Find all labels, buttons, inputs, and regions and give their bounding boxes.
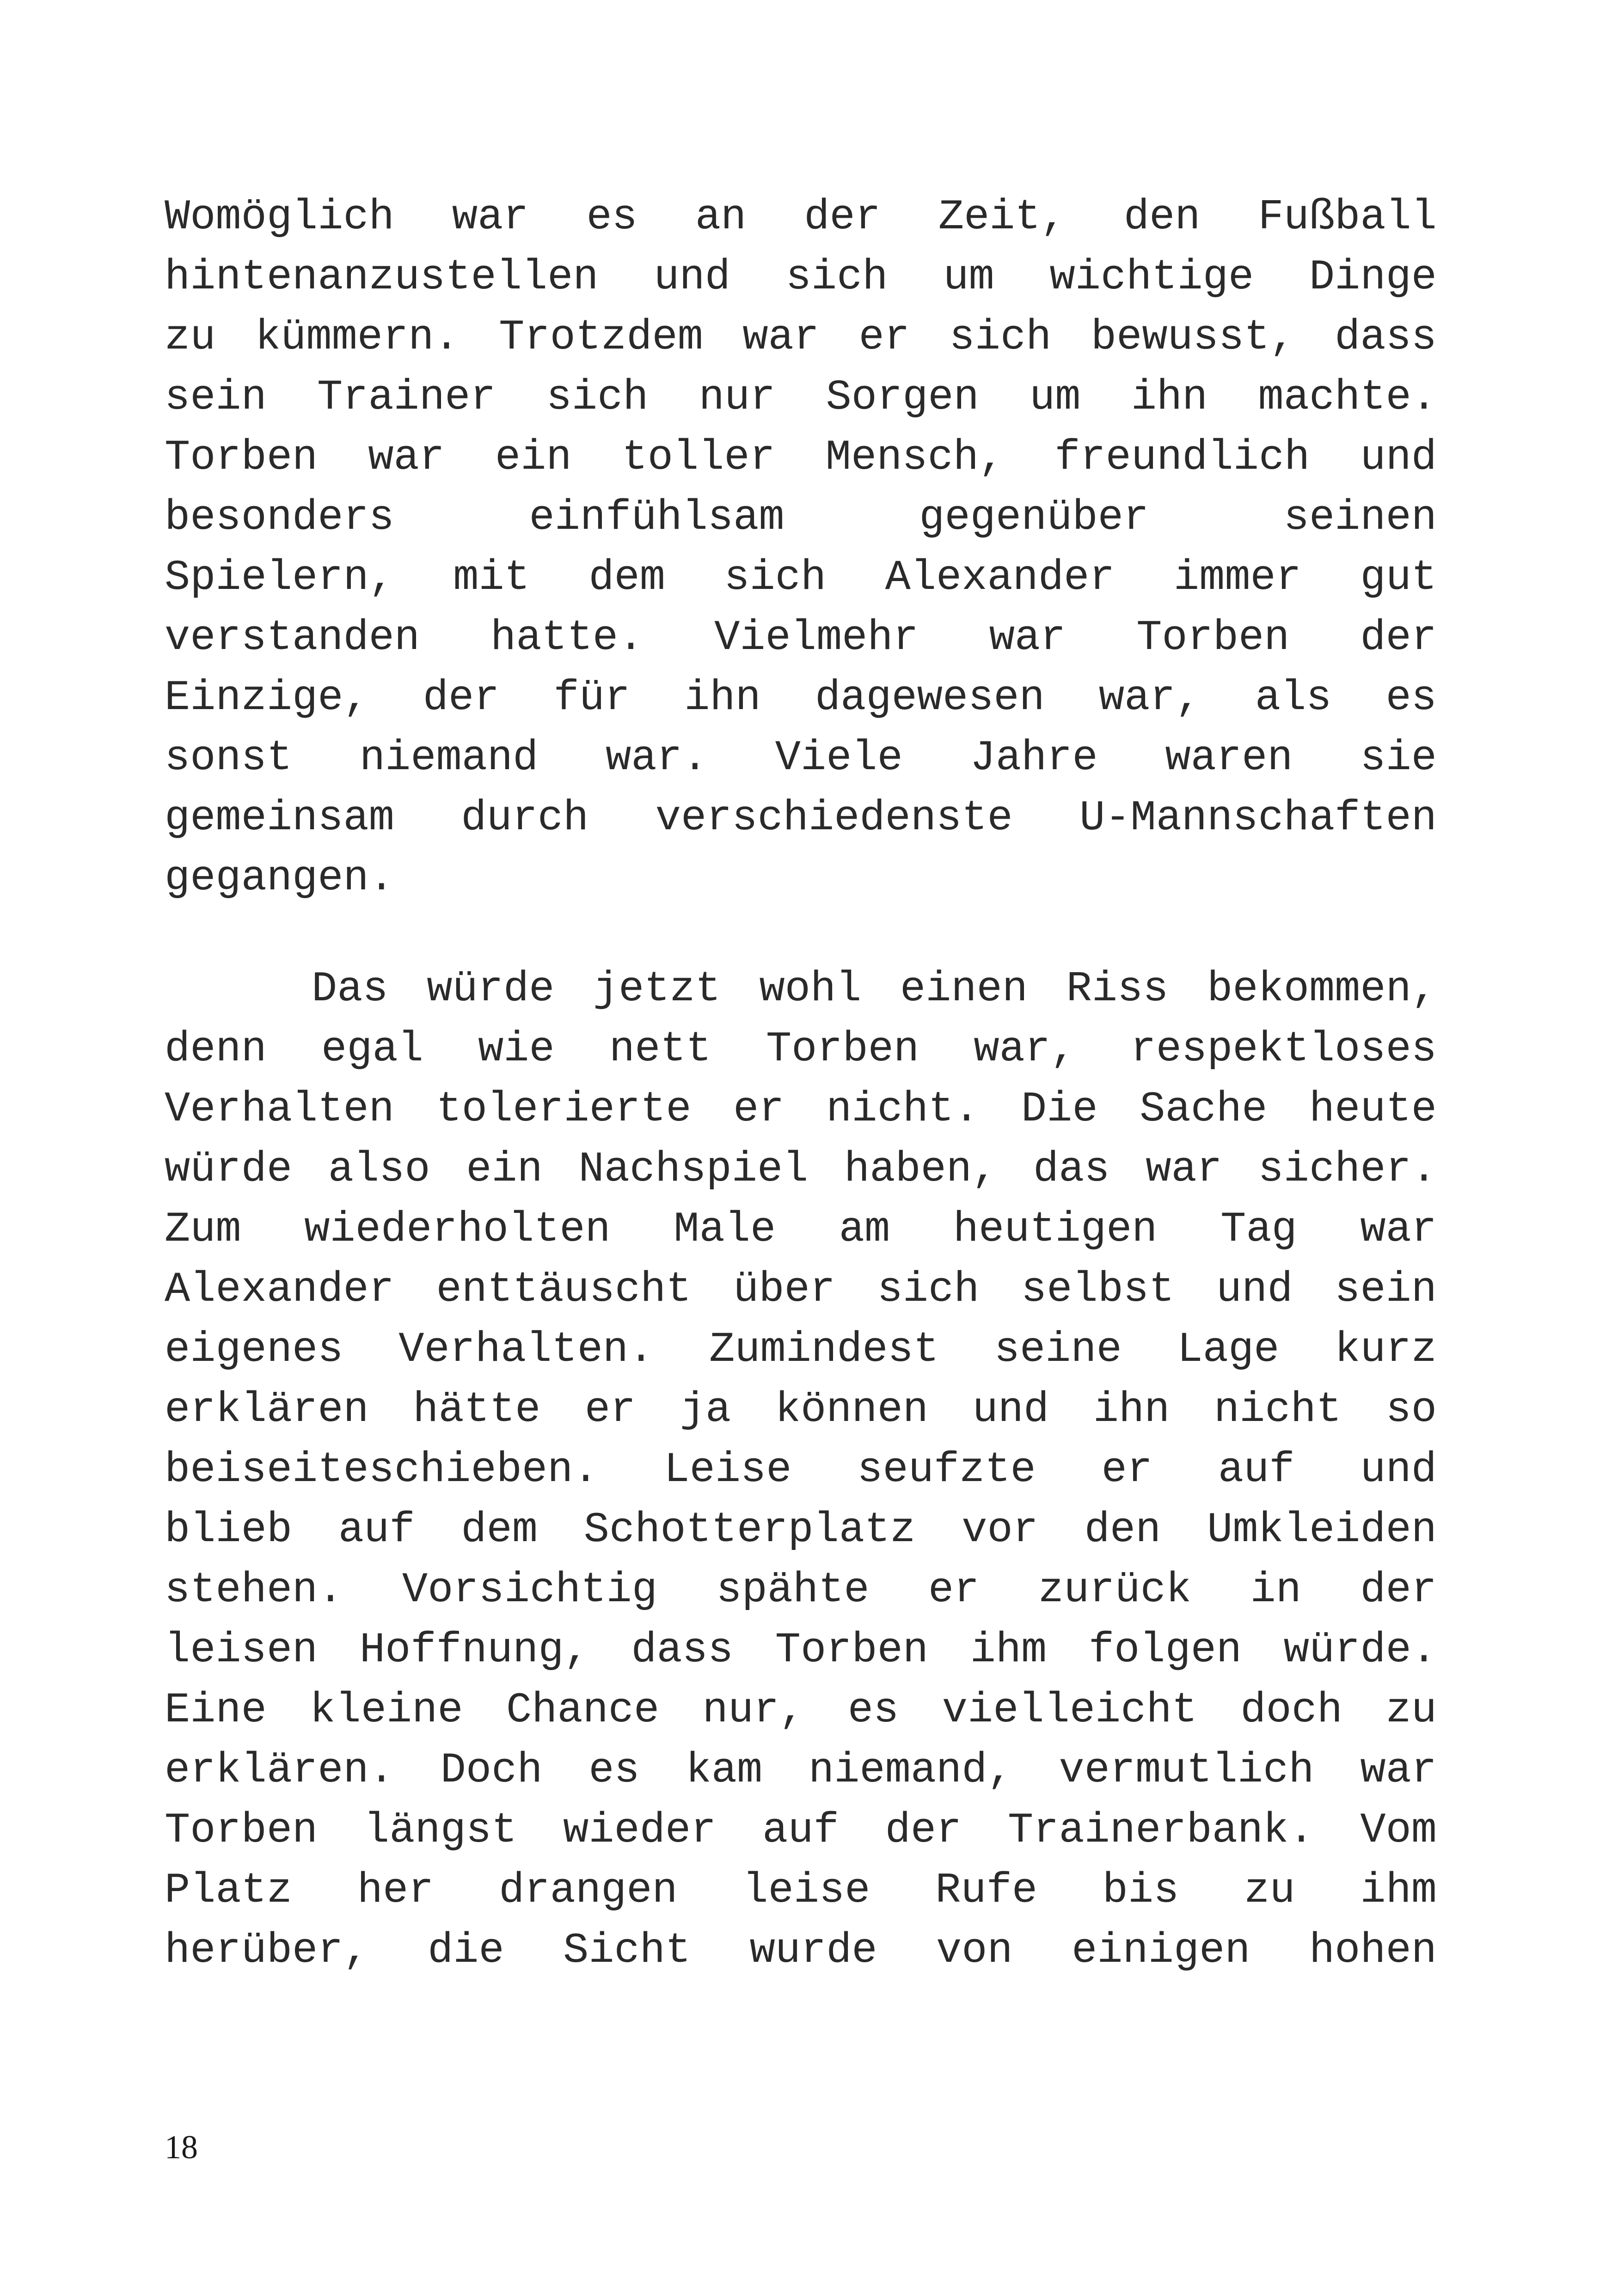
paragraph-2: [165, 959, 1437, 1981]
text-line: Das würde jetzt wohl einen Riss bekommen,: [312, 965, 1437, 1013]
text-line: erklären. Doch es kam niemand, vermutlich war: [165, 1746, 1437, 1794]
text-line: beiseiteschieben. Leise seufzte er auf und: [165, 1445, 1437, 1494]
text-line: gemeinsam durch verschiedenste U-Mannschaften: [165, 794, 1437, 842]
text-line: Zum wiederholten Male am heutigen Tag war: [165, 1205, 1437, 1254]
text-line: sonst niemand war. Viele Jahre waren sie: [165, 734, 1437, 782]
text-line: sein Trainer sich nur Sorgen um ihn machte.: [165, 373, 1437, 422]
text-line: Alexander enttäuscht über sich selbst und sein: [165, 1265, 1437, 1314]
text-line: stehen. Vorsichtig spähte er zurück in der: [165, 1566, 1437, 1614]
text-line: Verhalten tolerierte er nicht. Die Sache heute: [165, 1085, 1437, 1133]
text-line: Womöglich war es an der Zeit, den Fußball: [165, 193, 1437, 241]
text-line: erklären hätte er ja können und ihn nicht so: [165, 1385, 1437, 1434]
text-line: leisen Hoffnung, dass Torben ihm folgen würde.: [165, 1626, 1437, 1674]
text-line: denn egal wie nett Torben war, respektloses: [165, 1025, 1437, 1073]
page-number: 18: [165, 2129, 198, 2166]
text-line: Torben längst wieder auf der Trainerbank. Vom: [165, 1806, 1437, 1855]
text-line: gegangen.: [165, 854, 394, 902]
text-line: hintenanzustellen und sich um wichtige Dinge: [165, 253, 1437, 301]
text-line: zu kümmern. Trotzdem war er sich bewusst, dass: [165, 313, 1437, 361]
text-line: besonders einfühlsam gegenüber seinen: [165, 493, 1437, 542]
text-line: würde also ein Nachspiel haben, das war sicher.: [165, 1145, 1437, 1194]
paragraph-1: [165, 187, 1437, 908]
text-line: verstanden hatte. Vielmehr war Torben der: [165, 613, 1437, 662]
text-line: Spielern, mit dem sich Alexander immer gut: [165, 553, 1437, 602]
text-line: Platz her drangen leise Rufe bis zu ihm: [165, 1866, 1437, 1915]
text-line: Eine kleine Chance nur, es vielleicht doch zu: [165, 1686, 1437, 1734]
text-line: blieb auf dem Schotterplatz vor den Umkleiden: [165, 1506, 1437, 1554]
text-line: eigenes Verhalten. Zumindest seine Lage kurz: [165, 1325, 1437, 1374]
text-line: herüber, die Sicht wurde von einigen hohen: [165, 1926, 1437, 1975]
text-line: Einzige, der für ihn dagewesen war, als es: [165, 673, 1437, 722]
text-line: Torben war ein toller Mensch, freundlich und: [165, 433, 1437, 482]
